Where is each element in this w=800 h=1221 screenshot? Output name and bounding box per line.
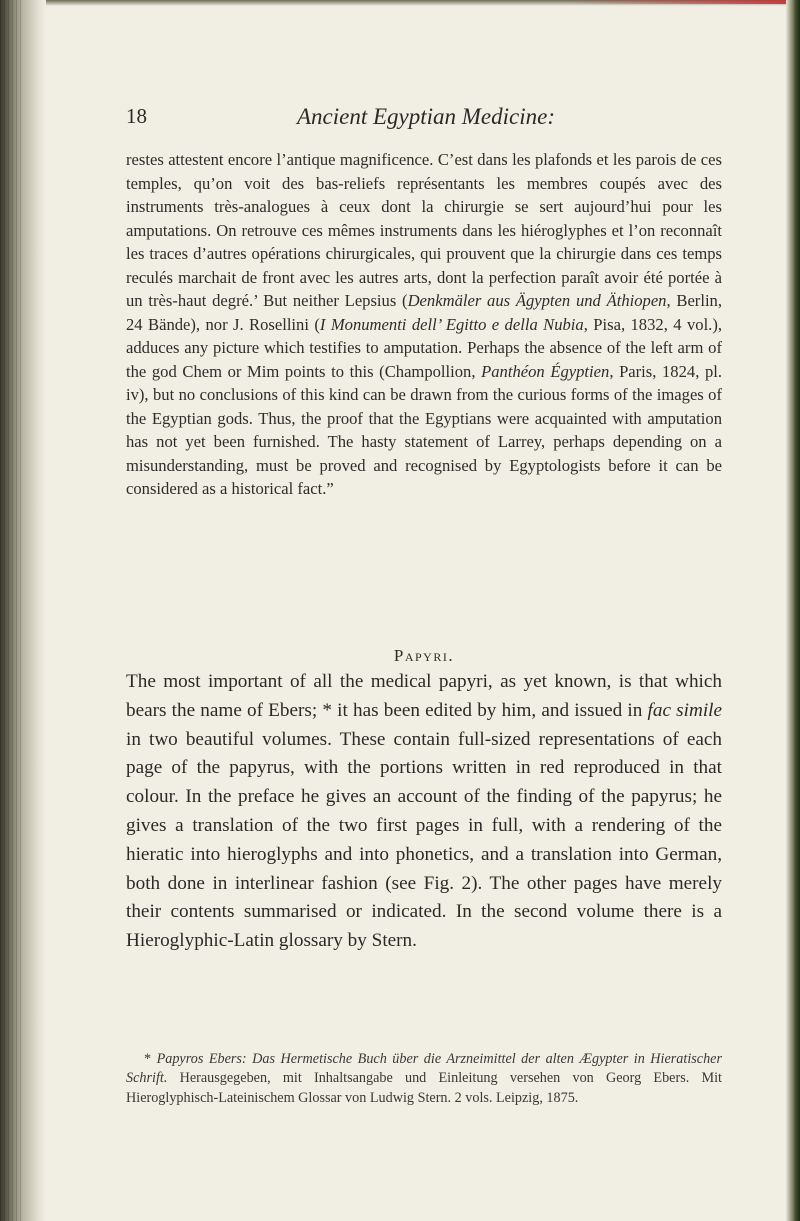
footnote-title: Papyros Ebers: Das Hermetische Buch über die Arzneimittel der alten Ægypter in Hieratischer Schrift.	[126, 1051, 722, 1087]
quote-text-2: , Berlin, 24 Bände), nor J. Rosellini (	[126, 291, 722, 334]
footnote	[126, 1050, 722, 1108]
page-top-accent	[570, 0, 800, 4]
page-right-edge	[786, 0, 800, 1221]
page-header	[126, 104, 726, 138]
quote-text-4: , Paris, 1824, pl. iv), but no conclusions of this kind can be drawn from the curious forms of the images of the Egyptian gods. Thus, the proof that the Egyptians were acquainted with amputation has not yet been furnished. The hasty statement of Larrey, perhaps depending on a misunderstanding, must be proved and recognised by Egyptologists before it can be considered as a historical fact.”	[126, 361, 723, 498]
page-number: 18	[126, 104, 147, 128]
body-text-1: The most important of all the medical papyri, as yet known, is that which bears the name of Ebers; * it has been edited by him, and issued in	[126, 671, 722, 721]
quoted-passage	[126, 148, 722, 501]
quote-text-3: , Pisa, 1832, 4 vol.), adduces any picture which testifies to amputation. Perhaps the absence of the left arm of the god Chem or Mim points to this (Champollion,	[126, 314, 722, 381]
body-italic-fac-simile: fac simile	[647, 699, 723, 721]
body-paragraph	[126, 668, 722, 956]
binding-lines	[0, 0, 22, 1221]
section-heading: Papyri.	[393, 646, 455, 665]
body-text-2: in two beautiful volumes. These contain full-sized representations of each page of the papyrus, with the portions written in red reproduced in that colour. In the preface he gives an account of the finding of the papyrus; he gives a translation of the two first pages in full, with a rendering of the hieratic into hieroglyphs and into phonetics, and a translation into German, both done in interlinear fashion (see Fig. 2). The other pages have merely their contents summarised or indicated. In the second volume there is a Hieroglyphic-Latin glossary by Stern.	[126, 728, 722, 952]
quote-citation-champollion: Panthéon Égyptien	[481, 361, 610, 381]
footnote-text: Herausgegeben, mit Inhaltsangabe und Einleitung versehen von Georg Ebers. Mit Hieroglyphisch-Lateinischem Glossar von Ludwig Stern. 2 vols. Leipzig, 1875.	[126, 1070, 722, 1106]
quote-paragraph	[126, 148, 722, 501]
footnote-paragraph	[126, 1050, 722, 1108]
body-paragraph-block	[126, 668, 722, 956]
quote-citation-rosellini: I Monumenti dell’ Egitto e della Nubia	[319, 314, 584, 334]
footnote-marker: *	[144, 1051, 157, 1067]
quote-citation-lepsius: Denkmäler aus Ägypten und Äthiopen	[407, 291, 667, 310]
quote-text-1: restes attestent encore l’antique magnificence. C’est dans les plafonds et les parois de ces temples, qu’on voit des bas-reliefs représentants les membres coupés avec des instruments très-analogues à ceux dont la chirurgie se sert aujourd’hui pour les amputations. On retrouve ces mêmes instruments dans les hiéroglyphes et l’on reconnaît les traces d’autres opérations chirurgicales, qui prouvent que la chirurgie dans ces temps reculés marchait de front avec les autres arts, dont la perfection paraît avoir été portée à un très-haut degré.’ But neither Lepsius (	[126, 150, 722, 310]
running-title: Ancient Egyptian Medicine:	[296, 104, 555, 129]
